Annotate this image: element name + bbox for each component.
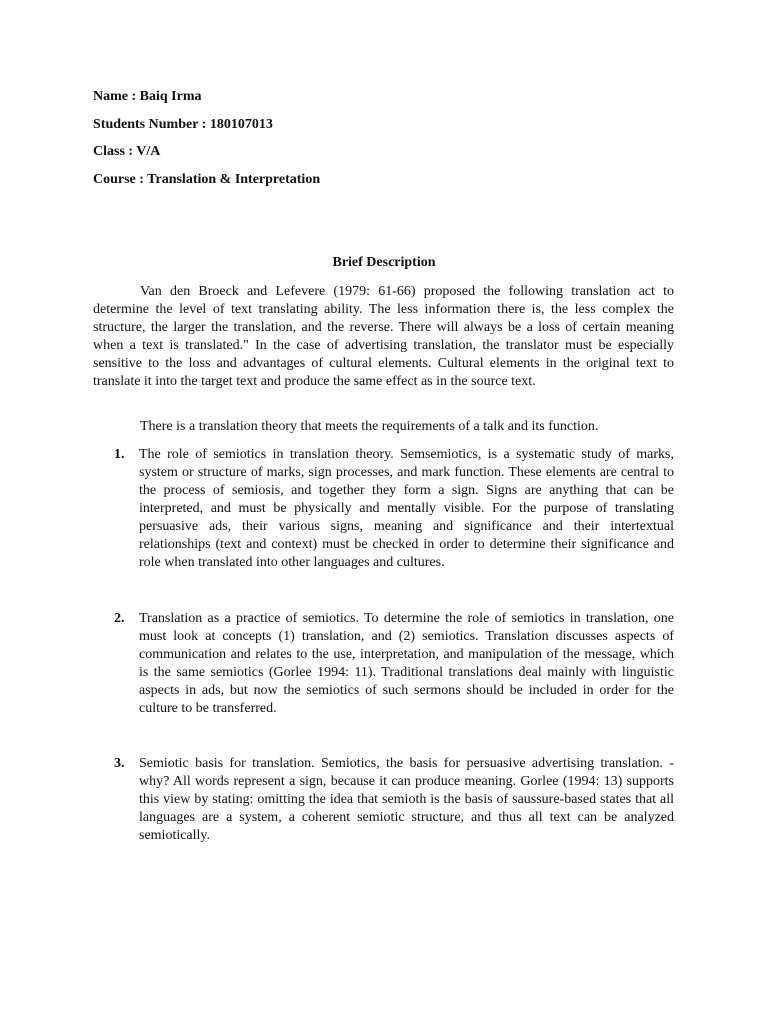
student-class: Class : V/A xyxy=(93,144,161,159)
list-item xyxy=(114,755,674,845)
list-item xyxy=(114,446,674,572)
list-item-text: Semiotic basis for translation. Semiotics, the basis for persuasive advertising translation. - why? All words represent a sign, because it can produce meaning. Gorlee (1994: 13) supports this view by stating: omitting the idea that semioth is the basis of saussure-based states that all languages are a system, a coherent semiotic structure, and thus all text can be analyzed semiotically. xyxy=(139,756,674,843)
list-item-text: Translation as a practice of semiotics. To determine the role of semiotics in translation, one must look at concepts (1) translation, and (2) semiotics. Translation discusses aspects of communication and relates to the use, interpretation, and manipulation of the message, which is the same semiotics (Gorlee 1994: 11). Traditional translations deal mainly with linguistic aspects in ads, but now the semiotics of such sermons should be included in order for the culture to be transferred. xyxy=(139,611,674,716)
list-item-text: The role of semiotics in translation theory. Semsemiotics, is a systematic study of marks, system or structure of marks, sign processes, and mark function. These elements are central to the process of semiosis, and together they form a sign. Signs are anything that can be interpreted, and must be physically and mentally visible. For the purpose of translating persuasive ads, their various signs, meaning and significance and their intertextual relationships (text and context) must be checked in order to determine their significance and role when translated into other languages and cultures. xyxy=(139,447,674,570)
list-item-number: 1. xyxy=(114,447,125,462)
student-number: Students Number : 180107013 xyxy=(93,117,273,132)
document-title: Brief Description xyxy=(332,255,436,270)
list-item-number: 2. xyxy=(114,611,125,626)
course-name: Course : Translation & Interpretation xyxy=(93,172,321,187)
list-item xyxy=(114,610,674,718)
list-item-number: 3. xyxy=(114,756,125,771)
theory-paragraph: There is a translation theory that meets the requirements of a talk and its function. xyxy=(140,419,599,434)
intro-paragraph: Van den Broeck and Lefevere (1979: 61-66) proposed the following translation act to determine the level of text translating ability. The less information there is, the less complex the structure, the larger the translation, and the reverse. There will always be a loss of certain meaning when a text is translated." In the case of advertising translation, the translator must be especially sensitive to the loss and advantages of cultural elements. Cultural elements in the original text to translate it into the target text and produce the same effect as in the source text. xyxy=(93,284,674,389)
student-name: Name : Baiq Irma xyxy=(93,89,202,104)
